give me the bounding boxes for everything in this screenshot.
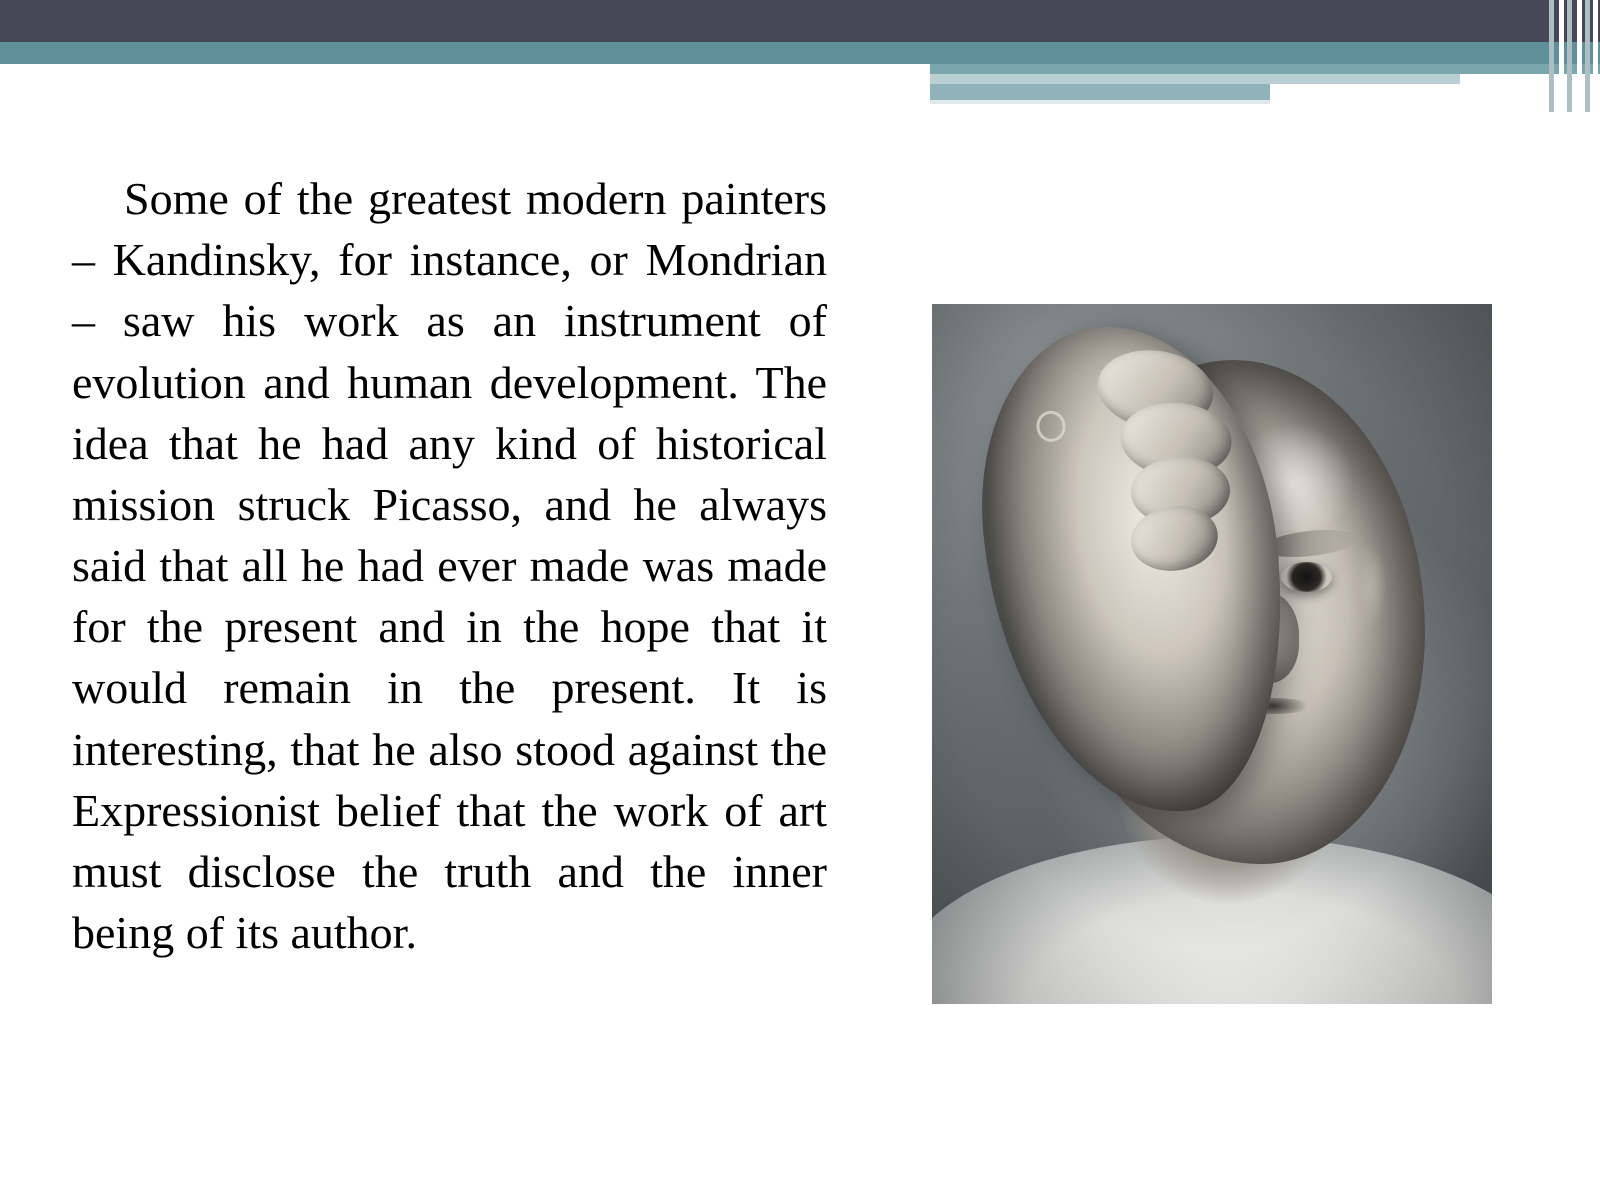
banner-tick-3 [1567, 0, 1572, 112]
banner-tick-4 [1577, 0, 1582, 112]
photo-ring [1035, 410, 1067, 443]
photo-ear [1351, 541, 1395, 632]
banner-teal-bar-secondary [930, 64, 1600, 74]
banner-tick-5 [1585, 0, 1590, 112]
banner-teal-bar [0, 42, 1600, 64]
banner-light-stripe [930, 74, 1460, 84]
slide-banner [0, 0, 1600, 120]
banner-tick-group [1540, 0, 1600, 112]
portrait-photo [932, 304, 1492, 1004]
photo-eye [1281, 562, 1333, 592]
slide-body-text: Some of the greatest modern painters – Kandinsky, for instance, or Mondrian – saw his work as an instrument of evolution and human development. The idea that he had any kind of historical mission struck Picasso, and he always said that all he had ever made was made for the present and in the hope that it would remain in the present. It is interesting, that he also stood against the Expressionist belief that the work of art must disclose the truth and the inner being of its author. [72, 173, 827, 959]
banner-tick-2 [1559, 0, 1564, 112]
banner-mid-stripe [930, 84, 1270, 100]
banner-tick-1 [1549, 0, 1554, 112]
slide-content [0, 112, 1600, 1200]
banner-dark-bar [0, 0, 1600, 42]
banner-thin-stripe [930, 100, 1270, 104]
banner-white-gap [0, 64, 930, 72]
banner-tick-6 [1593, 0, 1598, 112]
photo-background [932, 304, 1492, 1004]
